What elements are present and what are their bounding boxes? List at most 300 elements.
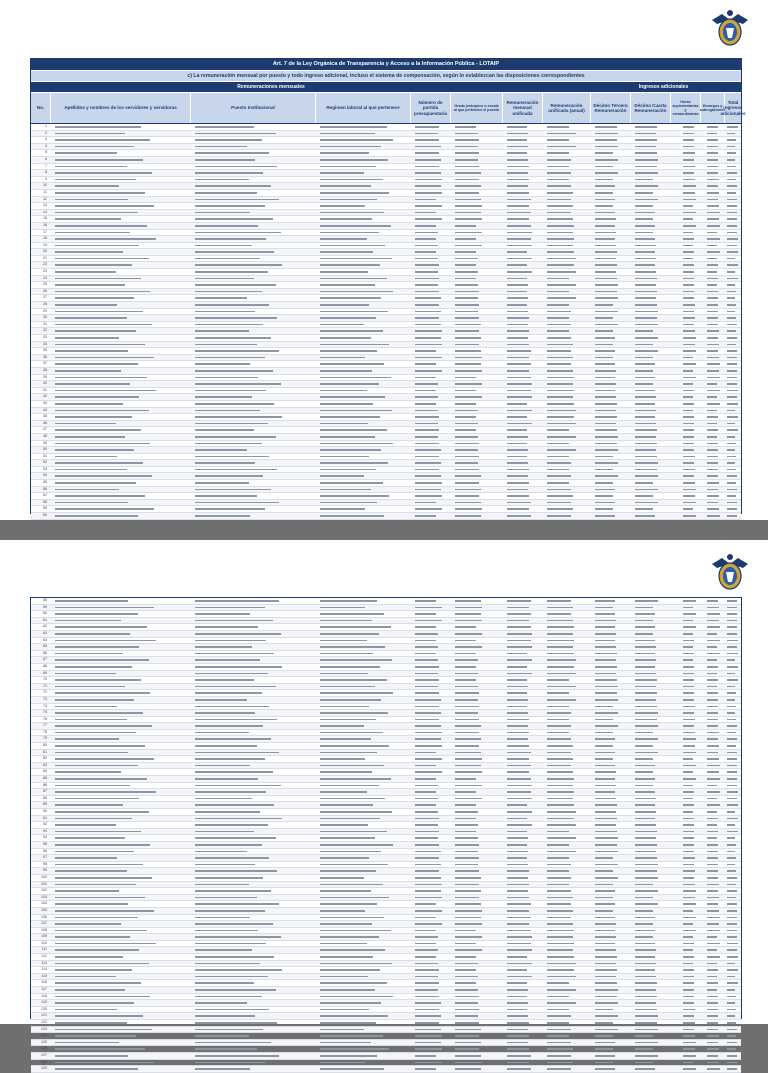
- cell-text-placeholder: [595, 732, 613, 734]
- cell-text-placeholder: [455, 456, 479, 458]
- row-number: 11: [43, 189, 47, 194]
- row-number: 29: [43, 308, 47, 313]
- cell-text-placeholder: [195, 495, 257, 497]
- cell-text-placeholder: [455, 403, 476, 405]
- cell-text-placeholder: [727, 1009, 736, 1011]
- cell-text-placeholder: [415, 357, 442, 359]
- table-row: [31, 427, 741, 434]
- cell-text-placeholder: [595, 699, 618, 701]
- cell-text-placeholder: [320, 185, 371, 187]
- cell-text-placeholder: [55, 245, 139, 247]
- cell-text-placeholder: [55, 1048, 145, 1050]
- cell-text-placeholder: [455, 258, 478, 260]
- cell-text-placeholder: [727, 719, 736, 721]
- cell-text-placeholder: [507, 482, 529, 484]
- cell-text-placeholder: [507, 956, 527, 958]
- cell-text-placeholder: [547, 719, 569, 721]
- cell-text-placeholder: [635, 232, 653, 234]
- row-number: 84: [43, 769, 47, 774]
- cell-text-placeholder: [595, 416, 617, 418]
- row-number: 32: [43, 328, 47, 333]
- table-row: [31, 994, 741, 1001]
- cell-text-placeholder: [455, 996, 479, 998]
- cell-text-placeholder: [507, 212, 531, 214]
- cell-text-placeholder: [707, 1042, 718, 1044]
- cell-text-placeholder: [415, 185, 441, 187]
- cell-text-placeholder: [455, 212, 481, 214]
- cell-text-placeholder: [320, 725, 364, 727]
- table-row: [31, 1020, 741, 1027]
- table-row: [31, 355, 741, 362]
- table-row: [31, 736, 741, 743]
- cell-text-placeholder: [683, 449, 694, 451]
- table-row: [31, 282, 741, 289]
- cell-text-placeholder: [683, 982, 694, 984]
- cell-text-placeholder: [195, 1009, 269, 1011]
- cell-text-placeholder: [595, 804, 617, 806]
- cell-text-placeholder: [547, 956, 574, 958]
- cell-text-placeholder: [55, 495, 145, 497]
- cell-text-placeholder: [320, 857, 369, 859]
- cell-text-placeholder: [415, 824, 438, 826]
- cell-text-placeholder: [595, 765, 615, 767]
- table-row: [31, 394, 741, 401]
- row-number: 99: [43, 868, 47, 873]
- cell-text-placeholder: [55, 897, 145, 899]
- cell-text-placeholder: [547, 166, 569, 168]
- cell-text-placeholder: [455, 218, 482, 220]
- cell-text-placeholder: [507, 791, 531, 793]
- cell-text-placeholder: [507, 403, 527, 405]
- cell-text-placeholder: [595, 831, 617, 833]
- cell-text-placeholder: [55, 798, 139, 800]
- cell-text-placeholder: [547, 752, 571, 754]
- cell-text-placeholder: [683, 917, 696, 919]
- cell-text-placeholder: [727, 745, 736, 747]
- cell-text-placeholder: [55, 475, 152, 477]
- cell-text-placeholder: [455, 363, 481, 365]
- cell-text-placeholder: [320, 791, 367, 793]
- cell-text-placeholder: [635, 337, 658, 339]
- cell-text-placeholder: [507, 245, 532, 247]
- cell-text-placeholder: [55, 199, 128, 201]
- cell-text-placeholder: [320, 139, 393, 141]
- cell-text-placeholder: [195, 1002, 247, 1004]
- cell-text-placeholder: [683, 330, 695, 332]
- cell-text-placeholder: [415, 462, 441, 464]
- table-row: [31, 684, 741, 691]
- row-number: 108: [41, 927, 47, 932]
- cell-text-placeholder: [707, 752, 718, 754]
- cell-text-placeholder: [547, 225, 574, 227]
- cell-text-placeholder: [195, 172, 263, 174]
- cell-text-placeholder: [595, 1068, 615, 1070]
- cell-text-placeholder: [415, 844, 439, 846]
- cell-text-placeholder: [55, 284, 125, 286]
- cell-text-placeholder: [507, 133, 528, 135]
- cell-text-placeholder: [547, 489, 571, 491]
- cell-text-placeholder: [635, 732, 653, 734]
- cell-text-placeholder: [507, 626, 531, 628]
- cell-text-placeholder: [727, 251, 738, 253]
- cell-text-placeholder: [727, 653, 738, 655]
- cell-text-placeholder: [195, 205, 265, 207]
- cell-text-placeholder: [683, 613, 696, 615]
- cell-text-placeholder: [455, 745, 479, 747]
- cell-text-placeholder: [595, 791, 615, 793]
- cell-text-placeholder: [455, 646, 482, 648]
- cell-text-placeholder: [595, 857, 613, 859]
- table-row: [31, 967, 741, 974]
- cell-text-placeholder: [707, 1009, 718, 1011]
- cell-text-placeholder: [415, 284, 438, 286]
- cell-text-placeholder: [707, 456, 718, 458]
- cell-text-placeholder: [195, 311, 255, 313]
- cell-text-placeholder: [595, 837, 618, 839]
- cell-text-placeholder: [320, 443, 393, 445]
- cell-text-placeholder: [195, 870, 277, 872]
- cell-text-placeholder: [55, 251, 123, 253]
- row-number: 69: [43, 670, 47, 675]
- cell-text-placeholder: [507, 166, 529, 168]
- cell-text-placeholder: [455, 666, 476, 668]
- cell-text-placeholder: [320, 489, 371, 491]
- cell-text-placeholder: [320, 396, 385, 398]
- cell-text-placeholder: [195, 377, 258, 379]
- cell-text-placeholder: [195, 791, 266, 793]
- cell-text-placeholder: [455, 930, 476, 932]
- table-row: [31, 348, 741, 355]
- cell-text-placeholder: [727, 692, 736, 694]
- cell-text-placeholder: [683, 291, 694, 293]
- cell-text-placeholder: [415, 429, 439, 431]
- table-row: [31, 190, 741, 197]
- cell-text-placeholder: [415, 1048, 442, 1050]
- cell-text-placeholder: [415, 232, 438, 234]
- cell-text-placeholder: [195, 712, 255, 714]
- cell-text-placeholder: [595, 152, 613, 154]
- cell-text-placeholder: [195, 238, 266, 240]
- cell-text-placeholder: [55, 719, 127, 721]
- row-number: 57: [43, 493, 47, 498]
- cell-text-placeholder: [635, 897, 653, 899]
- cell-text-placeholder: [707, 1048, 719, 1050]
- cell-text-placeholder: [55, 324, 152, 326]
- cell-text-placeholder: [507, 851, 528, 853]
- cell-text-placeholder: [320, 917, 384, 919]
- cell-text-placeholder: [415, 870, 439, 872]
- cell-text-placeholder: [707, 1068, 720, 1070]
- table-row: [31, 500, 741, 507]
- cell-text-placeholder: [707, 791, 720, 793]
- cell-text-placeholder: [547, 943, 574, 945]
- cell-text-placeholder: [727, 996, 736, 998]
- cell-text-placeholder: [595, 403, 617, 405]
- table-row: [31, 124, 741, 131]
- cell-text-placeholder: [595, 778, 615, 780]
- cell-text-placeholder: [55, 1062, 154, 1064]
- cell-text-placeholder: [195, 778, 258, 780]
- cell-text-placeholder: [320, 877, 364, 879]
- table-row: [31, 322, 741, 329]
- cell-text-placeholder: [415, 646, 438, 648]
- cell-text-placeholder: [683, 679, 694, 681]
- cell-text-placeholder: [707, 462, 718, 464]
- table-row: [31, 493, 741, 500]
- table-row: [31, 829, 741, 836]
- table-row: [31, 197, 741, 204]
- table-row: [31, 802, 741, 809]
- cell-text-placeholder: [320, 205, 365, 207]
- cell-text-placeholder: [683, 646, 693, 648]
- cell-text-placeholder: [455, 350, 481, 352]
- cell-text-placeholder: [595, 396, 616, 398]
- cell-text-placeholder: [415, 212, 436, 214]
- cell-text-placeholder: [507, 232, 532, 234]
- cell-text-placeholder: [55, 1042, 119, 1044]
- cell-text-placeholder: [595, 910, 613, 912]
- cell-text-placeholder: [455, 673, 478, 675]
- row-number: 91: [43, 815, 47, 820]
- cell-text-placeholder: [707, 245, 717, 247]
- cell-text-placeholder: [547, 673, 576, 675]
- cell-text-placeholder: [707, 1015, 718, 1017]
- cell-text-placeholder: [595, 218, 616, 220]
- row-number: 19: [43, 242, 47, 247]
- col-regimen: Regimen laboral al que pertenece: [316, 93, 411, 123]
- cell-text-placeholder: [320, 271, 368, 273]
- cell-text-placeholder: [707, 607, 719, 609]
- cell-text-placeholder: [455, 659, 478, 661]
- cell-text-placeholder: [707, 844, 718, 846]
- cell-text-placeholder: [195, 824, 268, 826]
- cell-text-placeholder: [635, 956, 655, 958]
- cell-text-placeholder: [320, 482, 383, 484]
- cell-text-placeholder: [55, 923, 121, 925]
- cell-text-placeholder: [635, 495, 653, 497]
- cell-text-placeholder: [507, 1062, 529, 1064]
- cell-text-placeholder: [683, 864, 694, 866]
- cell-text-placeholder: [595, 844, 617, 846]
- cell-text-placeholder: [727, 910, 737, 912]
- cell-text-placeholder: [707, 146, 718, 148]
- cell-text-placeholder: [195, 179, 249, 181]
- cell-text-placeholder: [415, 515, 436, 517]
- cell-text-placeholder: [595, 225, 615, 227]
- cell-text-placeholder: [683, 607, 693, 609]
- table-row: [31, 809, 741, 816]
- row-number: 62: [43, 624, 47, 629]
- cell-text-placeholder: [547, 824, 576, 826]
- cell-text-placeholder: [507, 666, 527, 668]
- cell-text-placeholder: [595, 317, 613, 319]
- cell-text-placeholder: [55, 686, 125, 688]
- table-row: [31, 638, 741, 645]
- row-number: 42: [43, 394, 47, 399]
- cell-text-placeholder: [547, 725, 571, 727]
- row-number: 26: [43, 288, 47, 293]
- cell-text-placeholder: [455, 982, 476, 984]
- row-number: 12: [43, 196, 47, 201]
- cell-text-placeholder: [320, 456, 369, 458]
- cell-text-placeholder: [707, 673, 717, 675]
- table-row: [31, 671, 741, 678]
- cell-text-placeholder: [195, 152, 269, 154]
- cell-text-placeholder: [320, 403, 373, 405]
- cell-text-placeholder: [595, 824, 616, 826]
- cell-text-placeholder: [320, 225, 391, 227]
- cell-text-placeholder: [635, 890, 658, 892]
- cell-text-placeholder: [507, 410, 532, 412]
- cell-text-placeholder: [195, 725, 263, 727]
- cell-text-placeholder: [415, 475, 441, 477]
- cell-text-placeholder: [55, 232, 130, 234]
- cell-text-placeholder: [195, 923, 273, 925]
- cell-text-placeholder: [455, 1022, 479, 1024]
- table-row: [31, 717, 741, 724]
- cell-text-placeholder: [707, 818, 718, 820]
- cell-text-placeholder: [635, 429, 657, 431]
- cell-text-placeholder: [547, 897, 573, 899]
- table-row: [31, 901, 741, 908]
- cell-text-placeholder: [547, 172, 571, 174]
- table-row: [31, 644, 741, 651]
- cell-text-placeholder: [635, 640, 655, 642]
- cell-text-placeholder: [195, 692, 262, 694]
- cell-text-placeholder: [320, 903, 377, 905]
- cell-text-placeholder: [507, 238, 531, 240]
- cell-text-placeholder: [635, 1002, 656, 1004]
- cell-text-placeholder: [683, 778, 696, 780]
- cell-text-placeholder: [195, 218, 273, 220]
- cell-text-placeholder: [320, 152, 369, 154]
- cell-text-placeholder: [507, 798, 532, 800]
- cell-text-placeholder: [547, 344, 573, 346]
- cell-text-placeholder: [727, 778, 737, 780]
- cell-text-placeholder: [595, 949, 616, 951]
- cell-text-placeholder: [707, 251, 720, 253]
- cell-text-placeholder: [727, 1042, 737, 1044]
- cell-text-placeholder: [547, 910, 573, 912]
- cell-text-placeholder: [55, 844, 150, 846]
- cell-text-placeholder: [727, 482, 736, 484]
- cell-text-placeholder: [707, 423, 717, 425]
- table-row: [31, 704, 741, 711]
- cell-text-placeholder: [727, 811, 735, 813]
- cell-text-placeholder: [683, 884, 695, 886]
- cell-text-placeholder: [55, 824, 116, 826]
- cell-text-placeholder: [547, 1068, 571, 1070]
- cell-text-placeholder: [455, 917, 481, 919]
- cell-text-placeholder: [455, 732, 479, 734]
- cell-text-placeholder: [547, 469, 569, 471]
- cell-text-placeholder: [707, 976, 717, 978]
- cell-text-placeholder: [727, 785, 737, 787]
- cell-text-placeholder: [707, 1029, 718, 1031]
- cell-text-placeholder: [55, 436, 125, 438]
- cell-text-placeholder: [415, 304, 439, 306]
- table-row: [31, 236, 741, 243]
- cell-text-placeholder: [507, 745, 529, 747]
- cell-text-placeholder: [507, 377, 531, 379]
- cell-text-placeholder: [55, 765, 138, 767]
- cell-text-placeholder: [635, 251, 655, 253]
- cell-text-placeholder: [55, 179, 136, 181]
- cell-text-placeholder: [507, 673, 532, 675]
- cell-text-placeholder: [415, 225, 436, 227]
- cell-text-placeholder: [595, 311, 618, 313]
- cell-text-placeholder: [727, 956, 738, 958]
- cell-text-placeholder: [595, 1009, 613, 1011]
- cell-text-placeholder: [547, 330, 569, 332]
- table-row: [31, 789, 741, 796]
- table-row: [31, 137, 741, 144]
- row-number: 101: [41, 881, 47, 886]
- cell-text-placeholder: [547, 185, 571, 187]
- table-row: [31, 1033, 741, 1040]
- cell-text-placeholder: [683, 844, 694, 846]
- cell-text-placeholder: [683, 943, 694, 945]
- table-body: [31, 124, 741, 539]
- table-row: [31, 276, 741, 283]
- cell-text-placeholder: [683, 633, 693, 635]
- cell-text-placeholder: [195, 745, 257, 747]
- cell-text-placeholder: [415, 383, 438, 385]
- row-number: 78: [43, 729, 47, 734]
- cell-text-placeholder: [727, 258, 735, 260]
- cell-text-placeholder: [547, 692, 569, 694]
- table-row: [31, 657, 741, 664]
- cell-text-placeholder: [727, 679, 738, 681]
- row-number: 111: [41, 947, 47, 952]
- cell-text-placeholder: [55, 633, 130, 635]
- cell-text-placeholder: [635, 1068, 655, 1070]
- table-row: [31, 842, 741, 849]
- cell-text-placeholder: [195, 607, 265, 609]
- cell-text-placeholder: [455, 462, 478, 464]
- cell-text-placeholder: [635, 218, 653, 220]
- cell-text-placeholder: [195, 884, 249, 886]
- cell-text-placeholder: [547, 449, 576, 451]
- cell-text-placeholder: [195, 706, 269, 708]
- cell-text-placeholder: [727, 179, 736, 181]
- cell-text-placeholder: [55, 738, 119, 740]
- cell-text-placeholder: [727, 607, 737, 609]
- table-row: [31, 941, 741, 948]
- table-row: [31, 434, 741, 441]
- cell-text-placeholder: [727, 963, 735, 965]
- cell-text-placeholder: [195, 410, 260, 412]
- cell-text-placeholder: [415, 963, 438, 965]
- cell-text-placeholder: [55, 956, 123, 958]
- cell-text-placeholder: [683, 699, 694, 701]
- cell-text-placeholder: [195, 508, 265, 510]
- cell-text-placeholder: [683, 837, 694, 839]
- row-number: 113: [41, 960, 47, 965]
- table-row: [31, 421, 741, 428]
- cell-text-placeholder: [595, 330, 613, 332]
- cell-text-placeholder: [320, 245, 385, 247]
- cell-text-placeholder: [547, 443, 569, 445]
- cell-text-placeholder: [707, 1035, 719, 1037]
- cell-text-placeholder: [320, 613, 384, 615]
- cell-text-placeholder: [195, 996, 262, 998]
- cell-text-placeholder: [507, 475, 528, 477]
- cell-text-placeholder: [547, 844, 569, 846]
- cell-text-placeholder: [547, 495, 573, 497]
- cell-text-placeholder: [547, 251, 574, 253]
- row-number: 123: [41, 1026, 47, 1031]
